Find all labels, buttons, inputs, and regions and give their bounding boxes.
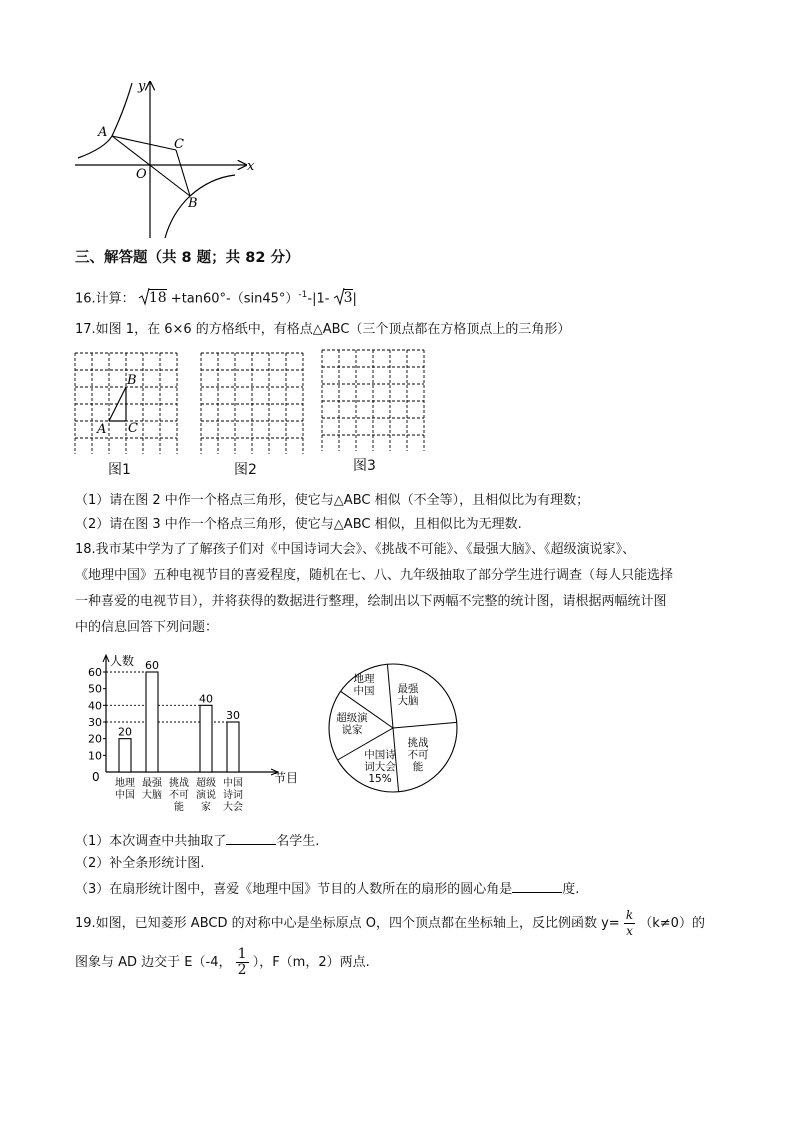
- bar-value-label: 20: [118, 725, 132, 739]
- q18-part1-b: 名学生.: [276, 834, 320, 849]
- question-17-part1: （1）请在图 2 中作一个格点三角形，使它与△ABC 相似（不全等），且相似比为有理数；: [75, 493, 590, 508]
- bar-category-label: 不可: [169, 790, 189, 801]
- bar-category-label: 挑战: [169, 778, 189, 789]
- pie-slice-label: 不可: [407, 749, 429, 761]
- fraction-one-half: [236, 947, 249, 978]
- q19-line2-b: ），F（m，2）两点.: [252, 955, 370, 970]
- question-18-line3: 一种喜爱的电视节目），并将获得的数据进行整理，绘制出以下两幅不完整的统计图，请根据两幅统计图: [75, 594, 667, 609]
- bar-y-label: 人数: [110, 654, 135, 668]
- bar-rect: [200, 705, 212, 772]
- frac2-num: 1: [237, 946, 247, 962]
- bar-y-tick: 40: [88, 699, 102, 713]
- question-17-stem: 17.如图 1，在 6×6 的方格纸中，有格点△ABC（三个顶点都在方格顶点上的三角形）: [75, 322, 571, 337]
- question-16: [75, 287, 357, 307]
- q16-radical-3: [334, 290, 353, 307]
- question-18-line4: 中的信息回答下列问题：: [75, 620, 219, 635]
- bar-y-tick: 50: [88, 682, 102, 696]
- pie-slice-label: 地理: [353, 673, 375, 685]
- frac-num: k: [625, 908, 634, 922]
- q16-suffix: |: [352, 291, 357, 307]
- bar-category-label: 能: [174, 802, 184, 812]
- grid-figure-2: [200, 352, 304, 454]
- bar-y-tick: 60: [88, 666, 102, 679]
- bar-y-tick: 20: [88, 732, 102, 746]
- bar-y-tick: 30: [88, 716, 102, 729]
- q19-line2-a: 图象与 AD 边交于 E（-4，: [75, 955, 232, 970]
- bar-chart: [78, 650, 308, 812]
- bar-x-label: 节目: [274, 771, 299, 785]
- q18-part3-b: 度.: [562, 882, 580, 897]
- bar-rect: [119, 739, 131, 772]
- pie-chart: [318, 658, 468, 803]
- frac-den: x: [626, 924, 633, 938]
- bar-category-label: 地理: [115, 778, 135, 789]
- q19-line1-b: （k≠0）的: [639, 916, 705, 931]
- bar-category-label: 大脑: [142, 790, 162, 801]
- q16-mid2: -|1-: [307, 291, 330, 307]
- pie-slice-label: 挑战: [407, 737, 429, 749]
- answer-blank-1[interactable]: [226, 832, 276, 845]
- bar-value-label: 60: [145, 659, 159, 672]
- caption-fig3: 图3: [353, 458, 376, 474]
- pie-slice-label: 大脑: [397, 695, 419, 707]
- bar-y-tick: 10: [88, 749, 102, 763]
- sqrt-symbol: [333, 287, 345, 307]
- q19-line1-a: 19.如图，已知菱形 ABCD 的对称中心是坐标原点 O，四个顶点都在坐标轴上，反比例函数 y=: [75, 916, 620, 931]
- label-x: x: [247, 159, 255, 174]
- question-18-part1: [75, 832, 319, 850]
- answer-blank-2[interactable]: [512, 880, 562, 893]
- grid-label-b: B: [127, 373, 137, 388]
- sqrt-symbol: [138, 287, 150, 307]
- q16-prefix: 16.计算：: [75, 291, 135, 307]
- bar-category-label: 中国: [223, 778, 243, 789]
- q16-exponent: -1: [298, 290, 308, 300]
- label-o: O: [136, 167, 147, 182]
- q18-part1-a: （1）本次调查中共抽取了: [75, 834, 227, 849]
- caption-fig1: 图1: [108, 462, 131, 478]
- q16-radical-18: [139, 290, 167, 307]
- q16-mid: +tan60°-（sin45°）: [170, 291, 299, 307]
- bar-rect: [146, 672, 158, 772]
- grid-label-a: A: [97, 422, 107, 437]
- q16-rad1: 18: [148, 290, 167, 307]
- caption-fig2: 图2: [234, 462, 257, 478]
- bar-origin-label: 0: [92, 770, 100, 784]
- question-18-line2: 《地理中国》五种电视节目的喜爱程度，随机在七、八、九年级抽取了部分学生进行调查（每人只能选择: [75, 568, 674, 583]
- bar-category-label: 大会: [223, 802, 243, 812]
- grid-lines: [322, 350, 424, 451]
- grid-label-c: C: [128, 421, 138, 436]
- frac2-den: 2: [237, 962, 247, 978]
- pie-slice-label: 词大会: [364, 761, 396, 773]
- bar-category-label: 演说: [196, 790, 216, 801]
- bar-category-label: 中国: [115, 790, 135, 801]
- question-18-part3: [75, 880, 579, 898]
- question-19-line1: [75, 908, 705, 939]
- pie-slice-label: 能: [412, 761, 424, 773]
- grid-figure-3: [321, 349, 425, 451]
- bar-category-label: 家: [201, 802, 211, 812]
- pie-slice-label: 超级演: [336, 712, 368, 724]
- question-18-part2: （2）补全条形统计图.: [75, 856, 205, 871]
- bar-category-label: 最强: [142, 778, 162, 789]
- fraction-k-over-x: [624, 908, 635, 939]
- question-19-line2: [75, 946, 370, 980]
- bar-value-label: 40: [199, 692, 213, 706]
- bar-category-label: 超级: [196, 778, 216, 789]
- label-y: y: [138, 79, 146, 94]
- segment-cb: [176, 150, 190, 196]
- question-17-part2: （2）请在图 3 中作一个格点三角形，使它与△ABC 相似，且相似比为无理数.: [75, 517, 522, 532]
- pie-slice-label: 15%: [368, 773, 392, 785]
- hyperbola-branch-upper-left: [78, 83, 132, 158]
- label-c: C: [174, 137, 184, 152]
- pie-slice-label: 中国诗: [364, 749, 396, 761]
- grid-lines: [201, 353, 303, 454]
- pie-slice-label: 说家: [341, 724, 363, 736]
- q16-rad2: 3: [343, 290, 353, 307]
- inverse-function-graph: [70, 78, 260, 240]
- question-18-line1: 18.我市某中学为了了解孩子们对《中国诗词大会》、《挑战不可能》、《最强大脑》、《超级演说家》、: [75, 542, 636, 557]
- section-3-heading: 三、解答题（共 8 题；共 82 分）: [75, 250, 300, 266]
- pie-slice-label: 中国: [353, 685, 375, 697]
- label-a: A: [98, 125, 108, 140]
- bar-value-label: 30: [226, 709, 240, 722]
- bar-rect: [227, 722, 239, 772]
- label-b: B: [188, 196, 198, 211]
- pie-slice-label: 最强: [397, 683, 419, 695]
- grid-figure-1: [74, 352, 178, 454]
- q18-part3-a: （3）在扇形统计图中，喜爱《地理中国》节目的人数所在的扇形的圆心角是: [75, 882, 513, 897]
- bar-category-label: 诗词: [223, 790, 243, 801]
